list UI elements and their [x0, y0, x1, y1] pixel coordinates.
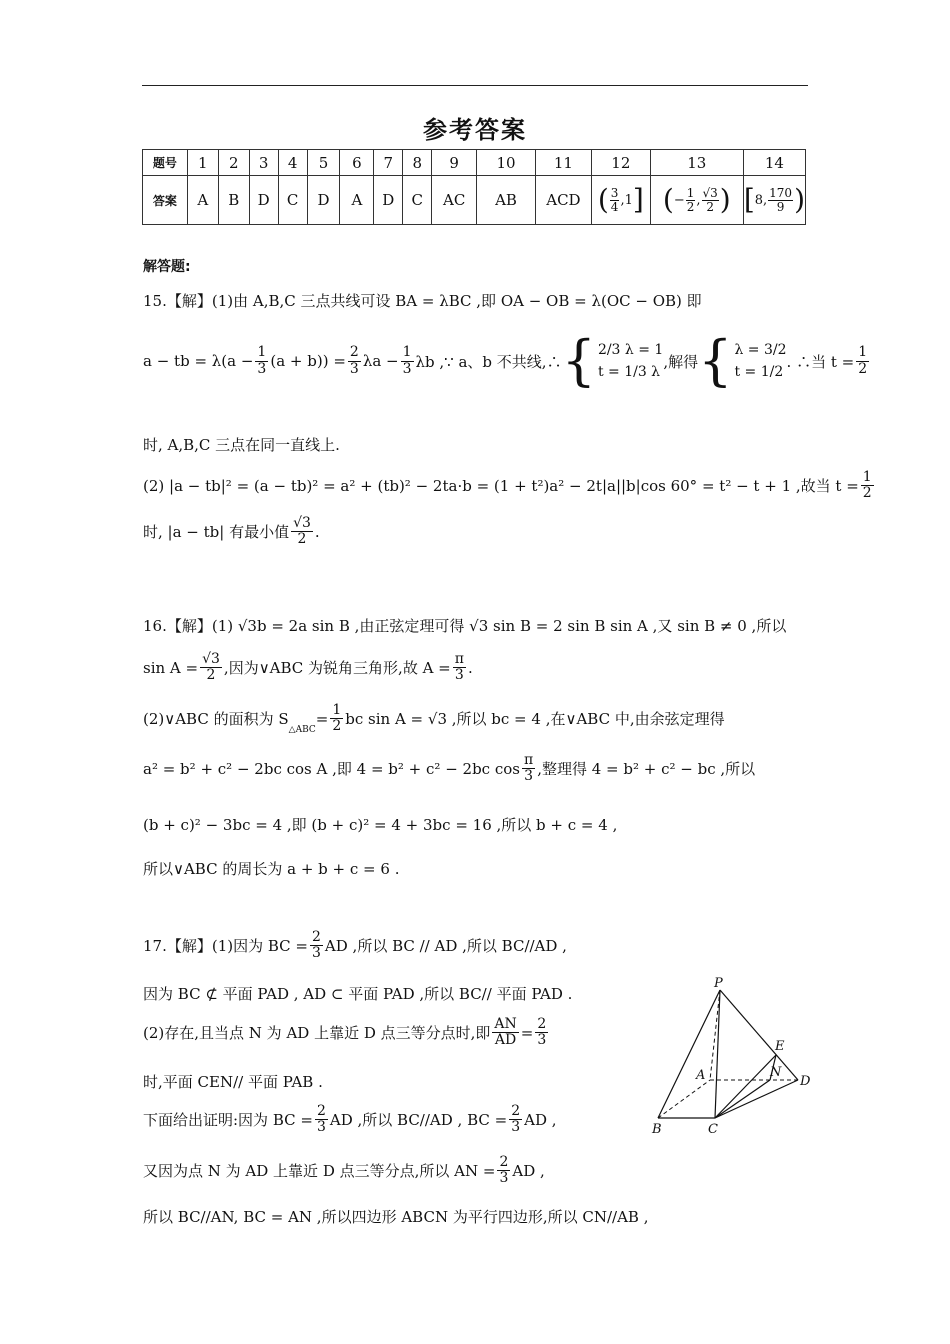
number-cell: 13	[650, 150, 743, 176]
bracket: ]	[632, 183, 644, 216]
subscript: △ABC	[288, 724, 316, 735]
fraction-num: 2	[537, 1016, 547, 1032]
edge-BA	[658, 1080, 710, 1118]
q15-line-1: 15.【解】(1)由 A,B,C 三点共线可设 BA = λBC ,即 OA − OB = λ(OC − OB) 即	[143, 292, 702, 310]
fraction-den: 4	[610, 199, 619, 214]
answer-cell: C	[278, 176, 307, 225]
fraction-den: 2	[706, 199, 714, 214]
page-title: 参考答案	[423, 116, 527, 144]
text: (2)∨ABC 的面积为 S	[143, 710, 289, 729]
text: ,整理得 4 = b² + c² − bc ,所以	[537, 760, 756, 779]
fraction-num: π	[454, 651, 464, 667]
number-cell: 12	[591, 150, 650, 176]
answer-cell: AC	[432, 176, 477, 225]
number-cell: 14	[743, 150, 805, 176]
system-row: t = 1/2	[734, 364, 784, 380]
edge-PC	[715, 990, 720, 1118]
bracket: (	[662, 183, 674, 216]
answer-cell: C	[403, 176, 432, 225]
fraction-den: 9	[776, 199, 785, 214]
fraction-den: 3	[511, 1119, 521, 1136]
fraction-num: 170	[769, 185, 793, 200]
fraction-num: 1	[332, 702, 342, 718]
answer-row	[143, 176, 806, 225]
fraction-den: 2	[858, 360, 868, 377]
label-E: E	[775, 1039, 785, 1054]
q16-line-5: (b + c)² − 3bc = 4 ,即 (b + c)² = 4 + 3bc = 16 ,所以 b + c = 4 ,	[143, 816, 618, 834]
fraction-num: 1	[862, 469, 872, 485]
fraction-den: 3	[257, 360, 267, 377]
q17-line-2: 因为 BC ⊄ 平面 PAD , AD ⊂ 平面 PAD ,所以 BC// 平面 PAD .	[143, 985, 573, 1003]
answer-cell: A	[340, 176, 374, 225]
fraction-den: 3	[402, 360, 412, 377]
edge-CE	[715, 1055, 776, 1118]
fraction-num: 1	[402, 344, 412, 361]
text: AD ,	[512, 1161, 545, 1180]
text: λa −	[362, 352, 399, 370]
text: =	[520, 1023, 534, 1042]
text: 又因为点 N 为 AD 上靠近 D 点三等分点,所以 AN =	[143, 1162, 496, 1181]
text: ,因为∨ABC 为锐角三角形,故 A =	[223, 659, 451, 678]
q16-line-6: 所以∨ABC 的周长为 a + b + c = 6 .	[143, 860, 400, 878]
fraction-num: 2	[511, 1103, 521, 1119]
answer-cell: D	[307, 176, 340, 225]
fraction-den: 3	[316, 1119, 326, 1136]
fraction-den: AD	[494, 1032, 517, 1049]
fraction-num: 1	[257, 344, 267, 361]
bracket: )	[794, 183, 805, 216]
number-cell: 2	[218, 150, 249, 176]
minus-sign: −	[673, 192, 685, 208]
text: (2)存在,且当点 N 为 AD 上靠近 D 点三等分点时,即	[143, 1024, 491, 1043]
q16-line-1: 16.【解】(1) √3b = 2a sin B ,由正弦定理可得 √3 sin B = 2 sin B sin A ,又 sin B ≠ 0 ,所以	[143, 617, 787, 635]
q15-line-3: 时, A,B,C 三点在同一直线上.	[143, 436, 340, 454]
number-cell: 3	[249, 150, 278, 176]
text: a − tb = λ(a −	[143, 352, 254, 370]
system-row: 2/3 λ = 1	[597, 342, 664, 358]
number-cell: 4	[278, 150, 307, 176]
text: λb ,∵ a、b 不共线,∴	[415, 352, 562, 371]
answer-cell: AB	[477, 176, 536, 225]
text: sin A =	[143, 658, 199, 677]
fraction-den: 2	[297, 531, 307, 548]
fraction-num: π	[523, 752, 534, 768]
text: (2) |a − tb|² = (a − tb)² = a² + (tb)² − 2ta·b = (1 + t²)a² − 2t|a||b|cos 60° = t² − t + 1 ,故当 t =	[143, 477, 859, 496]
text: 17.【解】(1)因为 BC =	[143, 937, 308, 956]
q17-line-5	[143, 1104, 557, 1136]
q16-line-2	[143, 652, 473, 684]
label-A: A	[696, 1068, 706, 1083]
edge-PD	[720, 990, 798, 1080]
system-row: t = 1/3 λ	[597, 364, 661, 380]
answer-cell: D	[249, 176, 278, 225]
bracket: [	[743, 183, 755, 216]
text: (a + b)) =	[270, 352, 346, 370]
text: AD ,	[524, 1110, 557, 1129]
fraction-den: 3	[524, 768, 534, 785]
answer-rest: ,1	[620, 192, 633, 208]
q17-line-7: 所以 BC//AN, BC = AN ,所以四边形 ABCN 为平行四边形,所以 CN//AB ,	[143, 1208, 649, 1226]
answer-cell-13: ( − $\frac{1}{2}$ , $\frac{√3}{2}$ )	[650, 176, 743, 225]
q16-line-3	[143, 703, 725, 735]
fraction-den: 3	[312, 945, 321, 962]
equation-system: { λ = 3/2 t = 1/2	[698, 329, 787, 392]
answer-cell: A	[187, 176, 218, 225]
text: AD ,所以 BC // AD ,所以 BC//AD ,	[324, 937, 567, 956]
fraction-den: 2	[206, 667, 216, 684]
q15-line-4	[143, 470, 876, 502]
q17-line-1	[143, 930, 567, 962]
q17-line-4: 时,平面 CEN// 平面 PAB .	[143, 1073, 323, 1091]
fraction-den: 3	[499, 1170, 509, 1187]
fraction-den: 2	[862, 485, 872, 502]
fraction-num: 2	[499, 1154, 509, 1170]
fraction-num: 2	[312, 929, 321, 945]
edge-CD	[715, 1080, 798, 1118]
number-cell: 9	[432, 150, 477, 176]
label-C: C	[708, 1122, 718, 1135]
text: 时, |a − tb| 有最小值	[143, 523, 290, 542]
section-heading: 解答题:	[143, 259, 191, 275]
label-P: P	[714, 976, 723, 991]
fraction-den: 2	[332, 718, 342, 735]
text: =	[315, 709, 329, 728]
answer-cell-12	[591, 176, 650, 225]
fraction-den: 3	[454, 667, 464, 684]
label-D: D	[800, 1074, 811, 1089]
label-B: B	[652, 1122, 662, 1135]
edge-PB	[658, 990, 720, 1118]
text: .	[314, 522, 320, 541]
row-label-answer: 答案	[143, 176, 188, 225]
fraction-den: 3	[349, 360, 359, 377]
bracket: (	[597, 183, 609, 216]
text: ,解得	[663, 352, 699, 371]
number-cell: 8	[403, 150, 432, 176]
label-N: N	[770, 1065, 782, 1080]
text: AD ,所以 BC//AD , BC =	[329, 1111, 508, 1130]
pyramid-figure	[650, 975, 820, 1135]
q17-line-6	[143, 1155, 545, 1187]
fraction-num: AN	[494, 1016, 517, 1032]
equation-system: { 2/3 λ = 1 t = 1/3 λ	[561, 329, 664, 392]
number-cell: 1	[187, 150, 218, 176]
answer-cell: D	[374, 176, 403, 225]
q15-line-5	[143, 516, 320, 548]
answer-cell: B	[218, 176, 249, 225]
number-cell: 10	[477, 150, 536, 176]
fraction-den: 3	[537, 1032, 547, 1049]
fraction-num: √3	[702, 185, 718, 200]
system-row: λ = 3/2	[734, 342, 787, 358]
text: .	[467, 658, 473, 677]
q17-line-3	[143, 1017, 550, 1049]
answer-cell: ACD	[535, 176, 591, 225]
header-rule	[142, 85, 808, 86]
number-cell: 11	[535, 150, 591, 176]
q15-line-2	[143, 329, 871, 392]
number-cell: 7	[374, 150, 403, 176]
answer-cell-14	[743, 176, 805, 225]
fraction-num: 1	[686, 185, 695, 200]
answer-table	[142, 149, 806, 225]
q16-line-4	[143, 753, 755, 785]
text: a² = b² + c² − 2bc cos A ,即 4 = b² + c² − 2bc cos	[143, 760, 520, 779]
number-cell: 6	[340, 150, 374, 176]
text: 下面给出证明:因为 BC =	[143, 1111, 313, 1130]
fraction-num: √3	[293, 515, 311, 531]
fraction-den: 2	[686, 199, 695, 214]
number-row	[143, 150, 806, 176]
fraction-num: 1	[858, 344, 868, 361]
fraction-num: √3	[202, 651, 220, 667]
row-label-number: 题号	[143, 150, 188, 176]
text: . ∴当 t =	[786, 352, 855, 371]
bracket: )	[719, 183, 731, 216]
fraction-num: 2	[316, 1103, 326, 1119]
number-cell: 5	[307, 150, 340, 176]
answer-prefix: 8,	[754, 192, 768, 208]
text: bc sin A = √3 ,所以 bc = 4 ,在∨ABC 中,由余弦定理得	[345, 710, 725, 729]
fraction-num: 3	[610, 185, 619, 200]
fraction-num: 2	[349, 344, 359, 361]
edge-CN	[715, 1080, 770, 1118]
